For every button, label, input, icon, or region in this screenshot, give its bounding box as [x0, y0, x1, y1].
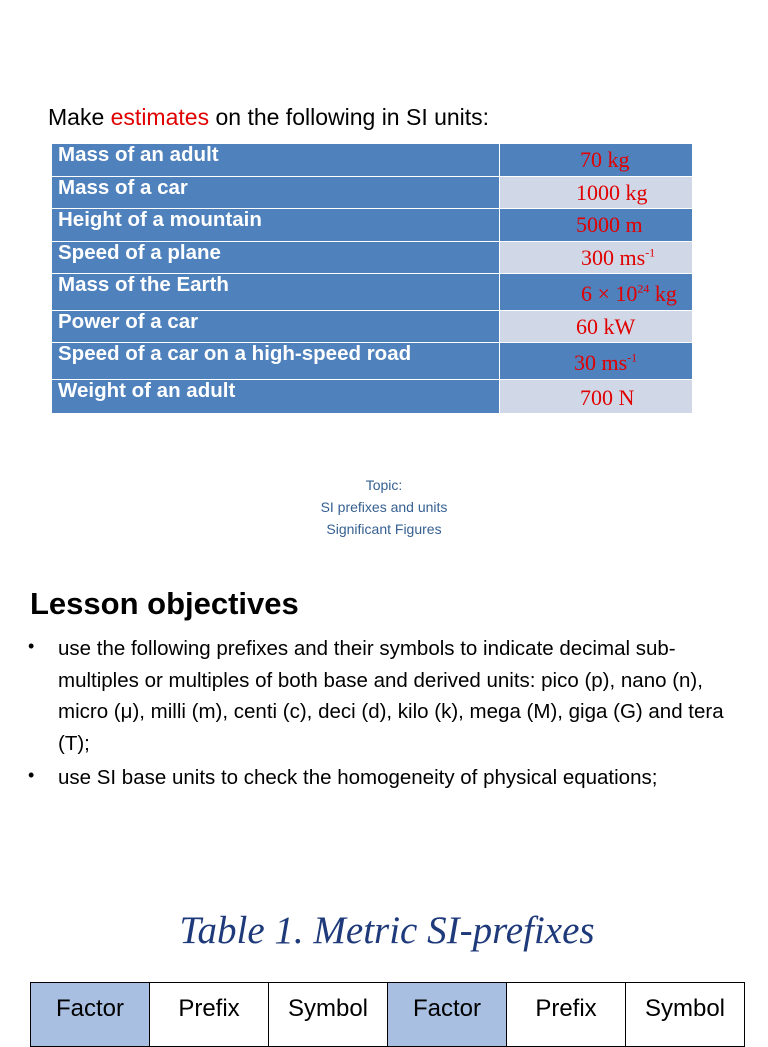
table-header-row: [31, 983, 745, 1047]
estimate-cell: 5000 m: [500, 209, 693, 242]
title-accent: estimates: [110, 104, 210, 130]
table-row: [52, 144, 693, 177]
objective-text: use the following prefixes and their symbols to indicate decimal sub-multiples or multiples of both base and derived units: pico (p), nano (n), micro (μ), milli (m), centi (c), deci (d), kilo (k), mega (M), giga (G) and tera (T);: [58, 637, 724, 755]
table-row: [52, 310, 693, 343]
table-row: [52, 209, 693, 242]
estimate-cell: $6 \times 10^{24}$ kg: [500, 274, 693, 311]
table-row: [52, 176, 693, 209]
estimate-cell: 700 N: [500, 379, 693, 414]
quantity-cell: Height of a mountain: [52, 209, 500, 242]
header-prefix: Prefix: [507, 983, 626, 1047]
quantity-cell: Weight of an adult: [52, 379, 500, 414]
table-row: [52, 241, 693, 274]
title-post: on the following in SI units:: [209, 104, 490, 130]
header-factor: Factor: [388, 983, 507, 1047]
quantity-cell: Mass of a car: [52, 176, 500, 209]
table-title: Table 1. Metric SI-prefixes: [179, 909, 595, 952]
estimate-cell: 60 kW: [500, 310, 693, 343]
header-symbol: Symbol: [626, 983, 745, 1047]
quantity-cell: Mass of the Earth: [52, 274, 500, 311]
estimate-cell: 300 $ms^{-1}$: [500, 241, 693, 274]
table-row: [52, 379, 693, 414]
quantity-cell: Speed of a plane: [52, 241, 500, 274]
bullet-dot: •: [28, 765, 35, 785]
header-factor: Factor: [31, 983, 150, 1047]
topic-line: Significant Figures: [326, 521, 442, 537]
estimate-cell: 1000 kg: [500, 176, 693, 209]
bullet-dot: •: [28, 636, 35, 656]
table-row: [52, 343, 693, 380]
estimate-cell: 30 $ms^{-1}$: [500, 343, 693, 380]
title-pre: Make: [48, 104, 111, 130]
quantity-cell: Speed of a car on a high-speed road: [52, 343, 500, 380]
topic-line: SI prefixes and units: [320, 499, 448, 515]
estimates-table: [51, 143, 693, 414]
header-prefix: Prefix: [150, 983, 269, 1047]
topic-block: [234, 474, 534, 540]
estimate-cell: 70 kg: [500, 144, 693, 177]
si-prefix-table: [30, 982, 745, 1047]
objective-text: use SI base units to check the homogeneity of physical equations;: [58, 766, 658, 789]
quantity-cell: Mass of an adult: [52, 144, 500, 177]
quantity-cell: Power of a car: [52, 310, 500, 343]
slide-title: [48, 104, 489, 131]
table-row: [52, 274, 693, 311]
objectives-heading: Lesson objectives: [30, 586, 299, 621]
header-symbol: Symbol: [269, 983, 388, 1047]
topic-label: Topic:: [365, 477, 403, 493]
